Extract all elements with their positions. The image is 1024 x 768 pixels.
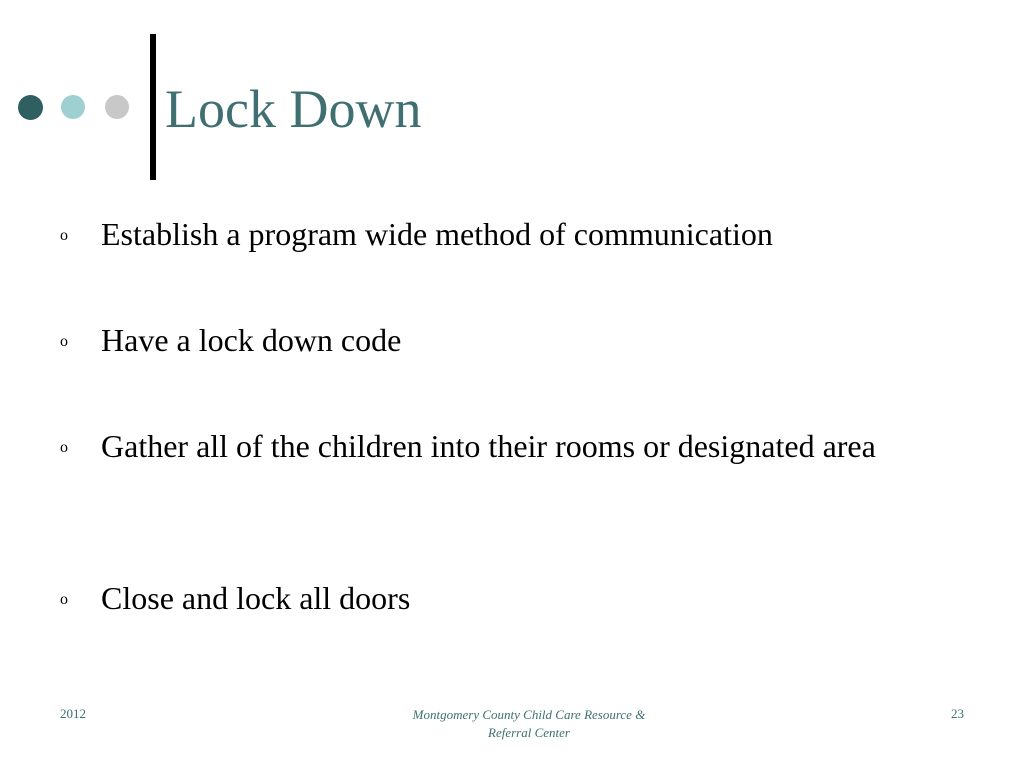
- title-divider: [150, 34, 156, 180]
- bullet-marker-icon: o: [60, 333, 68, 350]
- footer-organization-line2: Referral Center: [488, 725, 570, 740]
- bullet-marker-icon: o: [60, 439, 68, 456]
- decor-dot-dark: [18, 95, 43, 120]
- bullet-marker-icon: o: [60, 227, 68, 244]
- footer-organization: [379, 706, 679, 742]
- footer-organization-line1: Montgomery County Child Care Resource &: [412, 707, 646, 722]
- decor-dot-gray: [105, 95, 129, 119]
- slide-title: Lock Down: [165, 79, 422, 139]
- bullet-text: Establish a program wide method of communication: [101, 216, 773, 252]
- bullet-marker-icon: o: [60, 591, 68, 608]
- bullet-text: Have a lock down code: [101, 322, 402, 358]
- decor-dot-light: [61, 95, 85, 119]
- bullet-text: Close and lock all doors: [101, 580, 411, 616]
- footer-date: 2012: [60, 706, 86, 721]
- page-number: 23: [951, 706, 964, 721]
- bullet-text: Gather all of the children into their rooms or designated area: [101, 428, 876, 464]
